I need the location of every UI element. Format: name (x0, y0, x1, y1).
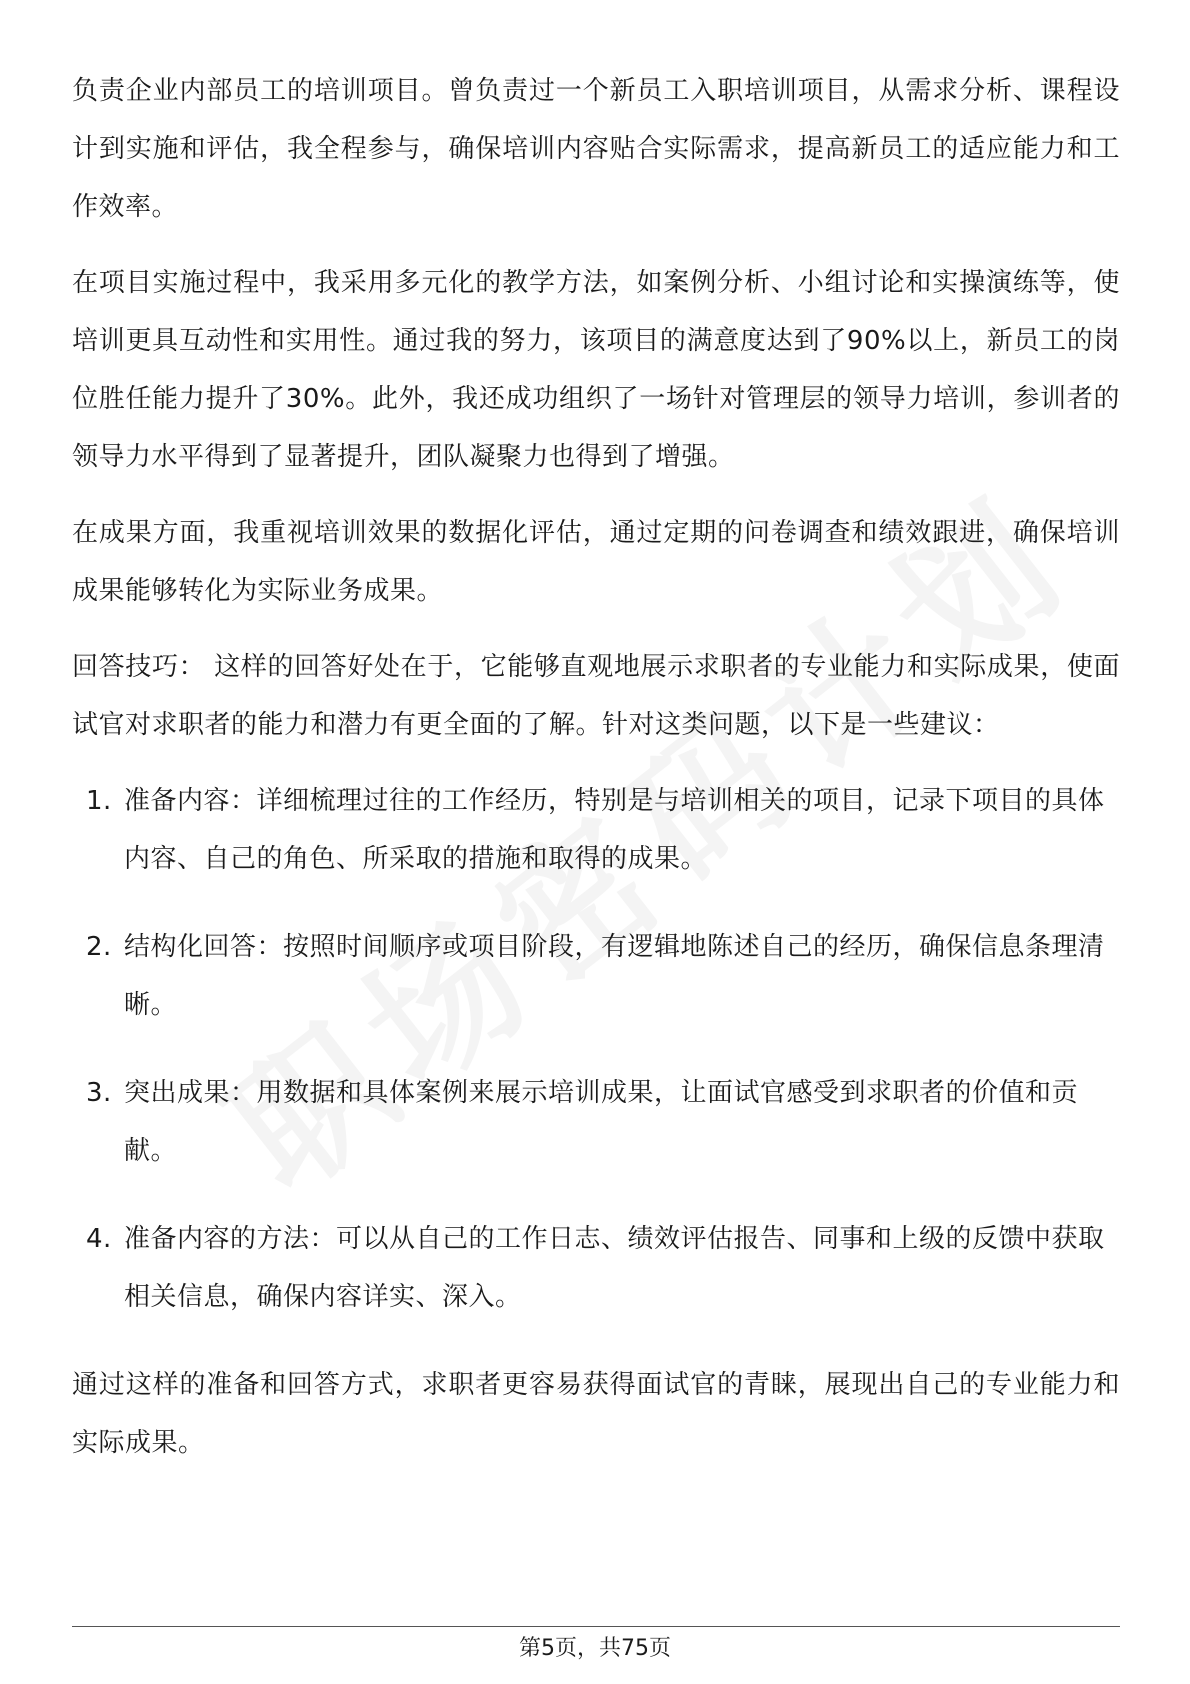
list-item (72, 1064, 1120, 1180)
paragraph-implementation: 在项目实施过程中，我采用多元化的教学方法，如案例分析、小组讨论和实操演练等，使培训更具互动性和实用性。通过我的努力，该项目的满意度达到了90%以上，新员工的岗位胜任能力提升了30%。此外，我还成功组织了一场针对管理层的领导力培训，参训者的领导力水平得到了显著提升，团队凝聚力也得到了增强。 (72, 268, 1120, 472)
list-item-text: 突出成果：用数据和具体案例来展示培训成果，让面试官感受到求职者的价值和贡献。 (124, 1078, 1079, 1166)
paragraph-project-intro: 负责企业内部员工的培训项目。曾负责过一个新员工入职培训项目，从需求分析、课程设计到实施和评估，我全程参与，确保培训内容贴合实际需求，提高新员工的适应能力和工作效率。 (72, 76, 1120, 222)
tips-list (72, 772, 1120, 1326)
paragraph-answer-tips: 回答技巧： 这样的回答好处在于，它能够直观地展示求职者的专业能力和实际成果，使面试官对求职者的能力和潜力有更全面的了解。针对这类问题，以下是一些建议： (72, 652, 1120, 740)
list-item (72, 1210, 1120, 1326)
paragraph-results: 在成果方面，我重视培训效果的数据化评估，通过定期的问卷调查和绩效跟进，确保培训成果能够转化为实际业务成果。 (72, 518, 1120, 606)
list-item-text: 准备内容的方法：可以从自己的工作日志、绩效评估报告、同事和上级的反馈中获取相关信息，确保内容详实、深入。 (124, 1224, 1105, 1312)
page-content (72, 62, 1120, 1490)
list-item-text: 准备内容：详细梳理过往的工作经历，特别是与培训相关的项目，记录下项目的具体内容、自己的角色、所采取的措施和取得的成果。 (124, 786, 1105, 874)
page-number: 第5页，共75页 (519, 1636, 671, 1661)
list-item (72, 918, 1120, 1034)
list-item-number: 4. (86, 1224, 112, 1254)
paragraph-closing: 通过这样的准备和回答方式，求职者更容易获得面试官的青睐，展现出自己的专业能力和实际成果。 (72, 1370, 1120, 1458)
list-item (72, 772, 1120, 888)
list-item-number: 3. (86, 1078, 112, 1108)
list-item-number: 1. (86, 786, 112, 816)
footer-divider (72, 1626, 1120, 1627)
list-item-number: 2. (86, 932, 112, 962)
list-item-text: 结构化回答：按照时间顺序或项目阶段，有逻辑地陈述自己的经历，确保信息条理清晰。 (124, 932, 1105, 1020)
